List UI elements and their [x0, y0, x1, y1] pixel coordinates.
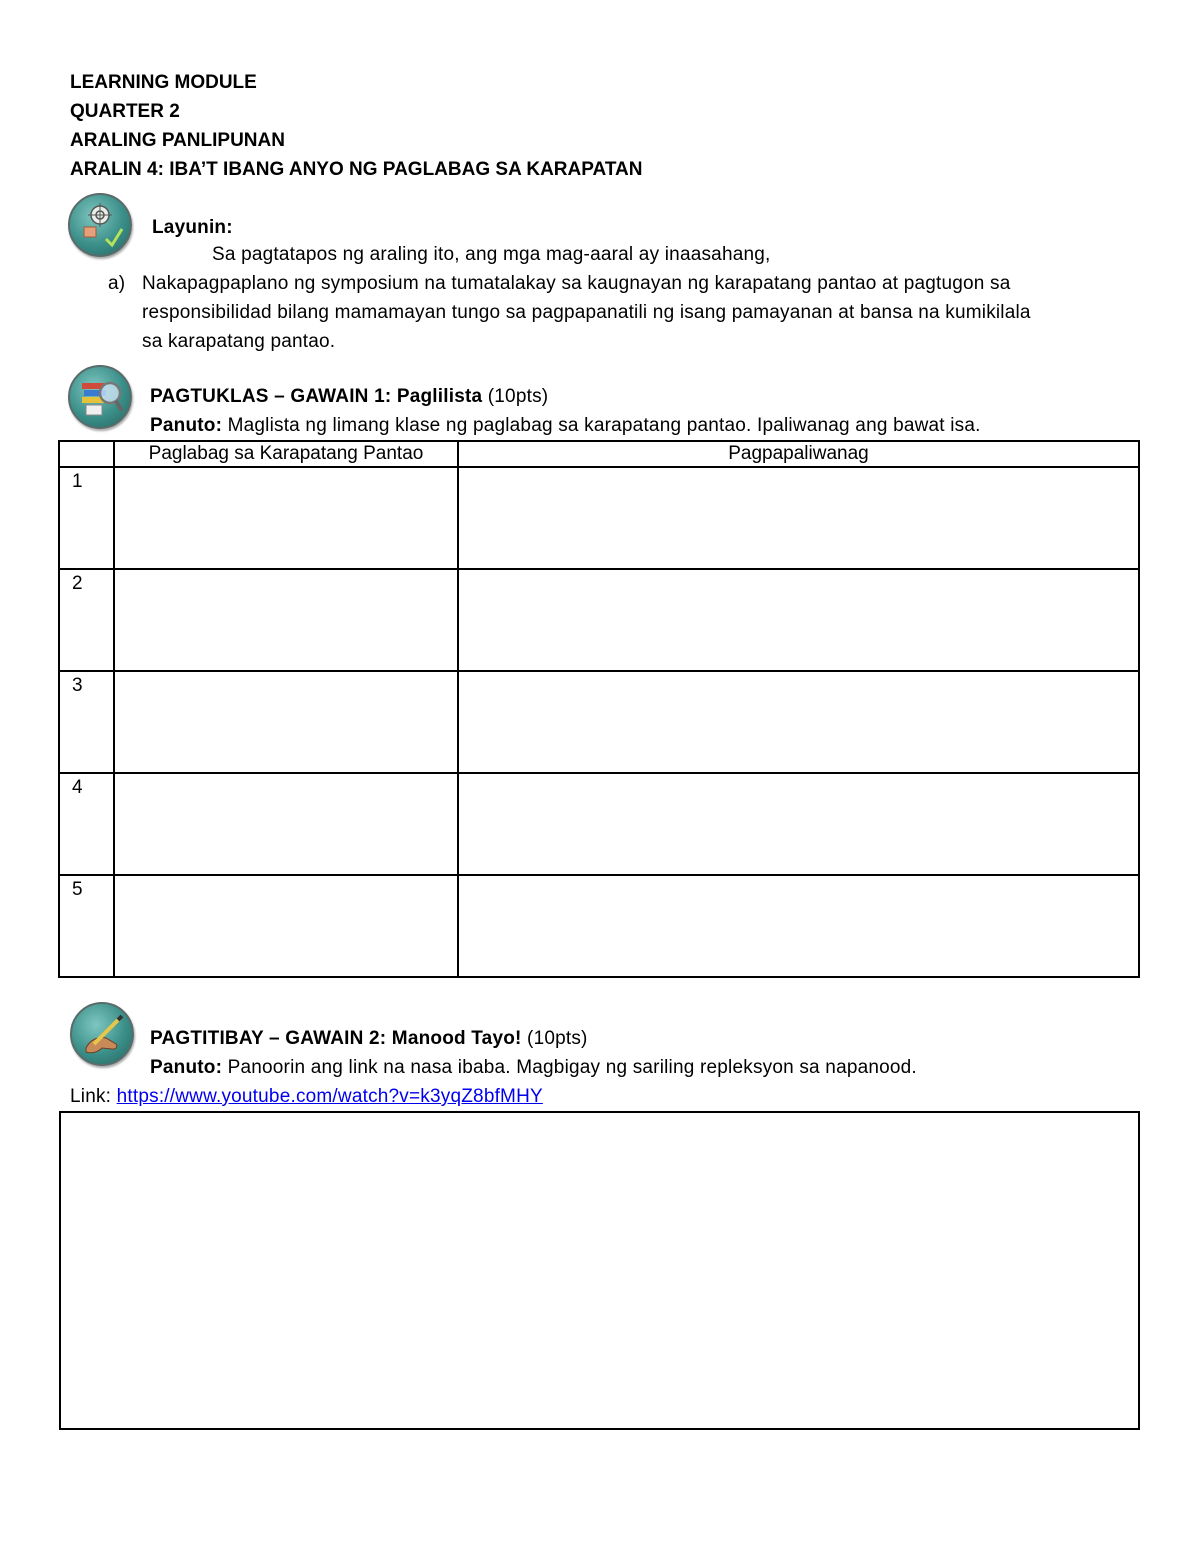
table-row: [59, 569, 1139, 671]
gawain2-panuto-label: Panuto:: [150, 1057, 223, 1078]
layunin-title: Layunin:: [152, 217, 233, 238]
hand-pencil-icon: [70, 1002, 134, 1066]
magnifier-books-icon: [68, 365, 132, 429]
quarter-label: QUARTER 2: [70, 101, 180, 122]
answer-cell-paglabag[interactable]: [114, 569, 458, 671]
gawain2-title: [150, 1028, 588, 1050]
gawain2-link-line: [70, 1086, 543, 1108]
link-label: Link:: [70, 1086, 117, 1107]
layunin-item-line: sa karapatang pantao.: [142, 331, 336, 352]
gawain1-panuto-label: Panuto:: [150, 415, 223, 436]
layunin-item-line: Nakapagpaplano ng symposium na tumatalakay sa kaugnayan ng karapatang pantao at pagtugon sa: [142, 273, 1011, 294]
answer-cell-pagpapaliwanag[interactable]: [458, 773, 1139, 875]
answer-cell-pagpapaliwanag[interactable]: [458, 875, 1139, 977]
lesson-title: ARALIN 4: IBA’T IBANG ANYO NG PAGLABAG SA KARAPATAN: [70, 159, 643, 180]
row-number: 1: [59, 467, 114, 569]
gawain1-title-bold: PAGTUKLAS – GAWAIN 1: Paglilista: [150, 386, 483, 407]
table-row: [59, 671, 1139, 773]
subject-label: ARALING PANLIPUNAN: [70, 130, 285, 151]
layunin-item-marker: a): [108, 273, 126, 294]
answer-cell-paglabag[interactable]: [114, 773, 458, 875]
module-label: LEARNING MODULE: [70, 72, 257, 93]
gawain2-title-bold: PAGTITIBAY – GAWAIN 2: Manood Tayo!: [150, 1028, 522, 1049]
gawain2-points: (10pts): [521, 1028, 588, 1049]
layunin-intro: Sa pagtatapos ng araling ito, ang mga mag-aaral ay inaasahang,: [212, 244, 771, 265]
reflection-answer-box[interactable]: [59, 1111, 1140, 1430]
target-goal-icon: [68, 193, 132, 257]
answer-cell-pagpapaliwanag[interactable]: [458, 569, 1139, 671]
table-row: [59, 773, 1139, 875]
answer-cell-pagpapaliwanag[interactable]: [458, 467, 1139, 569]
row-number: 3: [59, 671, 114, 773]
table-row: [59, 875, 1139, 977]
table-header-cell: Paglabag sa Karapatang Pantao: [114, 441, 458, 467]
gawain1-title: [150, 386, 548, 408]
gawain1-points: (10pts): [482, 386, 549, 407]
table-header-row: [59, 441, 1139, 467]
gawain2-panuto-text: Panoorin ang link na nasa ibaba. Magbigay ng sariling repleksyon sa napanood.: [222, 1057, 917, 1078]
answer-cell-paglabag[interactable]: [114, 467, 458, 569]
gawain1-table: [58, 440, 1140, 978]
table-header-cell: [59, 441, 114, 467]
gawain2-panuto: [150, 1057, 917, 1079]
row-number: 4: [59, 773, 114, 875]
table-header-cell: Pagpapaliwanag: [458, 441, 1139, 467]
gawain1-panuto: [150, 415, 981, 437]
answer-cell-paglabag[interactable]: [114, 875, 458, 977]
table-row: [59, 467, 1139, 569]
youtube-link[interactable]: https://www.youtube.com/watch?v=k3yqZ8bfMHY: [116, 1086, 543, 1107]
layunin-item-line: responsibilidad bilang mamamayan tungo sa pagpapanatili ng isang pamayanan at bansa na kumikilala: [142, 302, 1031, 323]
gawain1-panuto-text: Maglista ng limang klase ng paglabag sa karapatang pantao. Ipaliwanag ang bawat isa.: [222, 415, 981, 436]
row-number: 2: [59, 569, 114, 671]
answer-cell-paglabag[interactable]: [114, 671, 458, 773]
row-number: 5: [59, 875, 114, 977]
answer-cell-pagpapaliwanag[interactable]: [458, 671, 1139, 773]
